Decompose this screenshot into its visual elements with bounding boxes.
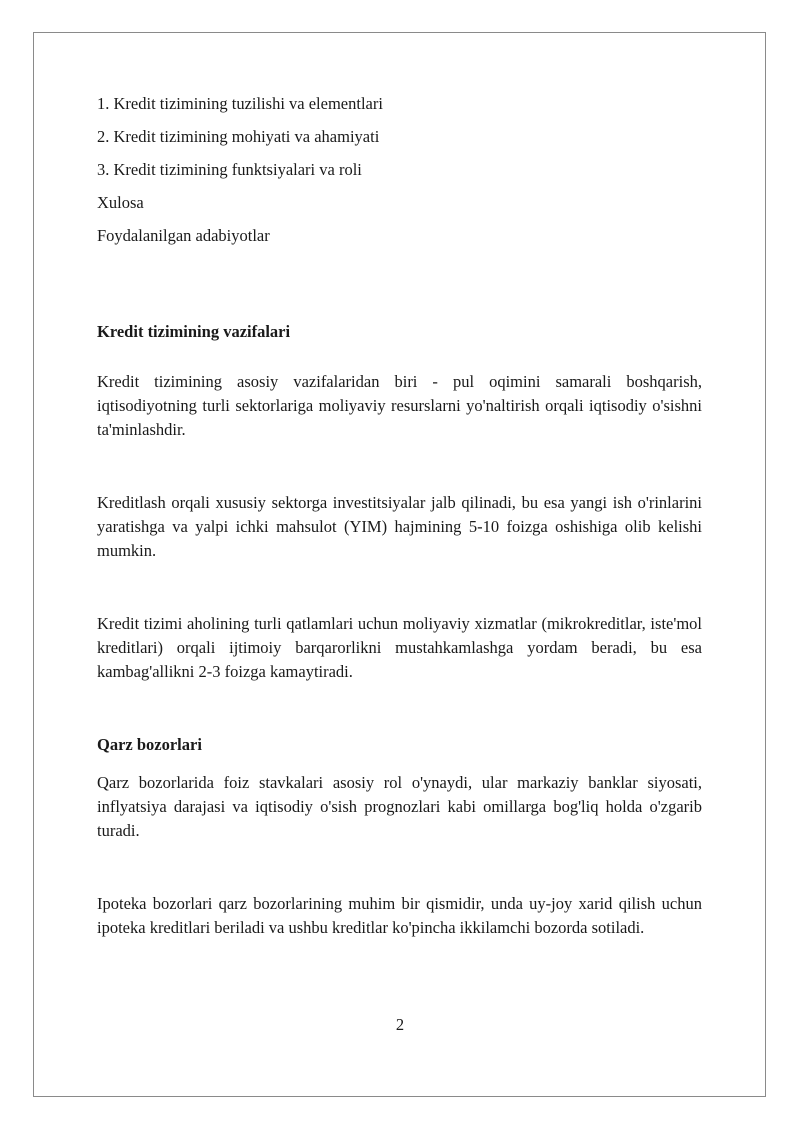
section-heading: Qarz bozorlari [97,735,202,754]
paragraph: Qarz bozorlarida foiz stavkalari asosiy rol o'ynaydi, ular markaziy banklar siyosati, inflyatsiya darajasi va iqtisodiy o'sish prognozlari kabi omillarga bog'liq holda o'zgarib turadi. [97,773,702,840]
toc-item: Xulosa [97,193,144,212]
toc-item: 3. Kredit tizimining funktsiyalari va roli [97,160,362,179]
toc-item: 1. Kredit tizimining tuzilishi va elementlari [97,94,383,113]
paragraph: Ipoteka bozorlari qarz bozorlarining muhim bir qismidir, unda uy-joy xarid qilish uchun ipoteka kreditlari beriladi va ushbu kreditlar ko'pincha ikkilamchi bozorda sotiladi. [97,894,702,937]
table-of-contents [97,92,702,248]
section-heading: Kredit tizimining vazifalari [97,322,291,341]
paragraph: Kredit tizimi aholining turli qatlamlari uchun moliyaviy xizmatlar (mikrokreditlar, iste'mol kreditlari) orqali ijtimoiy barqarorlikni mustahkamlashga yordam beradi, bu esa kambag'allikni 2-3 foizga kamaytiradi. [97,614,702,681]
page-content [97,92,702,940]
paragraph: Kredit tizimining asosiy vazifalaridan biri - pul oqimini samarali boshqarish, iqtisodiyotning turli sektorlariga moliyaviy resurslarni yo'naltirish orqali iqtisodiy o'sishni ta'minlashdir. [97,372,702,439]
toc-item: Foydalanilgan adabiyotlar [97,226,270,245]
paragraph: Kreditlash orqali xususiy sektorga investitsiyalar jalb qilinadi, bu esa yangi ish o'rinlarini yaratishga va yalpi ichki mahsulot (YIM) hajmining 5-10 foizga oshishiga olib kelishi mumkin. [97,493,702,560]
page-number: 2 [395,1015,405,1034]
toc-item: 2. Kredit tizimining mohiyati va ahamiyati [97,127,380,146]
